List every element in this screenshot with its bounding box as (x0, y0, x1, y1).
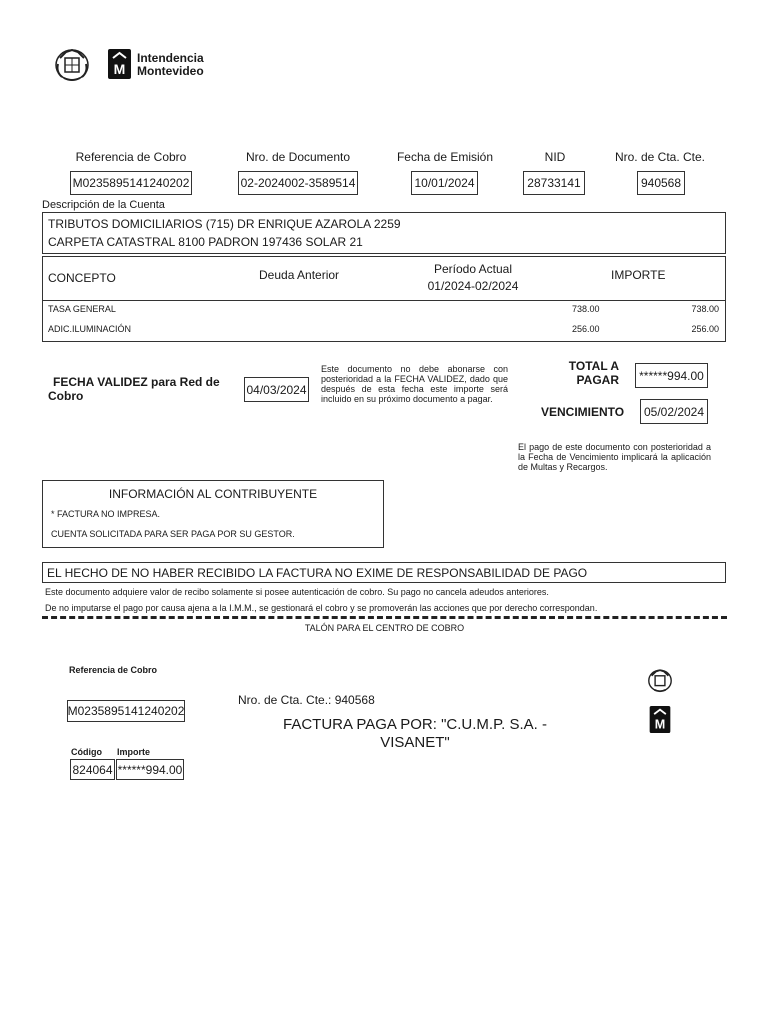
cut-line (42, 616, 727, 619)
account-line-1: TRIBUTOS DOMICILIARIOS (715) DR ENRIQUE AZAROLA 2259 (48, 217, 401, 231)
svg-text:M: M (654, 717, 666, 732)
logo-line-1: Intendencia (137, 51, 204, 65)
info-title: INFORMACIÓN AL CONTRIBUYENTE (108, 487, 318, 501)
disclaimer-box (42, 562, 726, 583)
vencimiento-value: 05/02/2024 (640, 399, 708, 424)
col-concepto: CONCEPTO (48, 271, 116, 285)
nid-label: NID (544, 150, 566, 164)
disclaimer-line-2: De no imputarse el pago por causa ajena a la I.M.M., se gestionará el cobro y se promoverán las acciones que por derecho correspondan. (45, 603, 598, 613)
nro-documento-value: 02-2024002-3589514 (238, 171, 358, 195)
stub-title: TALÓN PARA EL CENTRO DE COBRO (304, 623, 465, 633)
city-crest-icon (52, 44, 92, 84)
periodo-range: 01/2024-02/2024 (427, 279, 519, 293)
ref-cobro-label: Referencia de Cobro (75, 150, 187, 164)
stub-importe-value: ******994.00 (116, 759, 184, 780)
table-header-divider (43, 300, 725, 301)
account-box (42, 212, 726, 254)
total-value: ******994.00 (635, 363, 708, 388)
fecha-emision-label: Fecha de Emisión (396, 150, 494, 164)
stub-ref-value: M0235895141240202 (67, 700, 185, 722)
validity-label: FECHA VALIDEZ para Red de Cobro (48, 375, 220, 403)
col-periodo-actual: Período Actual (433, 262, 513, 276)
info-line-2: CUENTA SOLICITADA PARA SER PAGA POR SU GESTOR. (51, 529, 295, 539)
info-box (42, 480, 384, 548)
row-concepto: ADIC.ILUMINACIÓN (48, 324, 132, 334)
validity-date: 04/03/2024 (244, 377, 309, 402)
nro-cta-cte-value: 940568 (637, 171, 685, 195)
total-label: TOTAL A PAGAR (568, 359, 619, 387)
validity-note: Este documento no debe abonarse con posterioridad a la FECHA VALIDEZ, dado que después de esta fecha este importe será incluido en su próximo documento a pagar. (321, 364, 508, 404)
ref-cobro-value: M0235895141240202 (70, 171, 192, 195)
svg-text:M: M (113, 61, 126, 77)
account-line-2: CARPETA CATASTRAL 8100 PADRON 197436 SOLAR 21 (48, 235, 363, 249)
vencimiento-label: VENCIMIENTO (541, 405, 625, 419)
logo-line-2: Montevideo (137, 64, 204, 78)
col-importe: IMPORTE (611, 268, 666, 282)
row-concepto: TASA GENERAL (48, 304, 116, 314)
logo-text (137, 52, 204, 78)
stub-paid-line-2: VISANET" (380, 734, 450, 751)
row-importe: 738.00 (691, 304, 719, 314)
stub-ref-label: Referencia de Cobro (69, 665, 158, 675)
fecha-emision-value: 10/01/2024 (411, 171, 478, 195)
nid-value: 28733141 (523, 171, 585, 195)
stub-paid-by (270, 716, 560, 752)
row-importe: 256.00 (691, 324, 719, 334)
nro-cta-cte-label: Nro. de Cta. Cte. (614, 150, 706, 164)
stub-importe-label: Importe (117, 747, 151, 757)
stub-codigo-value: 824064 (70, 759, 115, 780)
col-deuda-anterior: Deuda Anterior (259, 268, 340, 282)
concepts-table (42, 256, 726, 342)
imm-emblem-icon (108, 49, 131, 79)
stub-paid-line-1: FACTURA PAGA POR: "C.U.M.P. S.A. - (283, 716, 547, 733)
stub-codigo-label: Código (71, 747, 102, 757)
stub-cta-cte: Nro. de Cta. Cte.: 940568 (238, 693, 375, 707)
row-periodo: 738.00 (572, 304, 600, 314)
late-payment-note: El pago de este documento con posterioridad a la Fecha de Vencimiento implicará la aplicación de Multas y Recargos. (518, 442, 711, 472)
city-crest-icon (646, 666, 674, 694)
imm-emblem-icon (649, 706, 671, 733)
disclaimer-text: EL HECHO DE NO HABER RECIBIDO LA FACTURA NO EXIME DE RESPONSABILIDAD DE PAGO (47, 566, 588, 580)
account-title: Descripción de la Cuenta (42, 199, 165, 211)
disclaimer-line-1: Este documento adquiere valor de recibo solamente si posee autenticación de cobro. Su pago no cancela adeudos anteriores. (45, 587, 549, 597)
info-line-1: * FACTURA NO IMPRESA. (51, 509, 161, 519)
row-periodo: 256.00 (572, 324, 600, 334)
nro-documento-label: Nro. de Documento (245, 150, 351, 164)
